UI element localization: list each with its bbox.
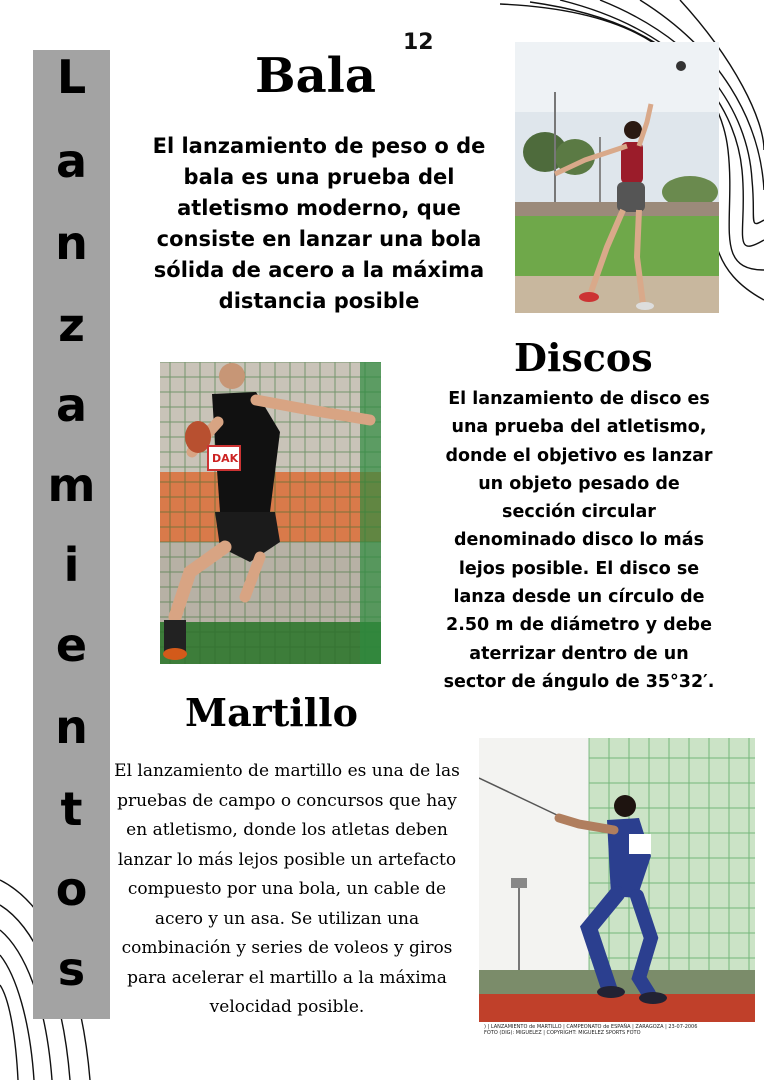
side-title-letter: n [55,216,88,270]
martillo-paragraph: El lanzamiento de martillo es una de las pruebas de campo o concursos que hay en atletismo, donde los atletas deben lanzar lo más lejos posible un artefacto compuesto por una bola, un cable de acero y un asa. Se utilizan una combinación y series de voleos y giros para acelerar el martillo a la máxima velocidad posible. [114,761,460,1017]
discus-bib: DAK [212,452,239,465]
side-title-letter: a [55,378,88,432]
hammer-throw-photo [479,738,755,1022]
side-title-letter: o [55,862,88,916]
side-title-letter: e [55,618,88,672]
discos-paragraph: El lanzamiento de disco es una prueba del atletismo, donde el objetivo es lanzar un objeto pesado de sección circular denominado disco lo más lejos posible. El disco se lanza desde un círculo de 2.50 m de diámetro y debe aterrizar dentro de un sector de ángulo de 35°32′. [443,389,715,692]
caption-line: FOTO (DIG): MIGUELEZ | COPYRIGHT: MIGUELEZ SPORTS FOTO [484,1030,641,1036]
side-title-letter: L [56,50,87,104]
caption-line: ) | LANZAMIENTO de MARTILLO | CAMPEONATO de ESPAÑA | ZARAGOZA | 23-07-2006 [484,1024,698,1030]
shot-put-photo [515,42,719,313]
side-title-letter: s [57,942,86,996]
hammer-photo-caption [484,1024,754,1036]
discus-photo [160,362,381,664]
discos-heading: Discos [514,335,653,380]
side-title-letter: m [47,458,96,512]
side-title-letter: i [63,538,80,592]
side-title-letter: n [55,700,88,754]
bala-heading: Bala [255,48,377,104]
side-title-letter: z [58,298,85,352]
side-title-letter: t [60,782,83,836]
bala-paragraph: El lanzamiento de peso o de bala es una prueba del atletismo moderno, que consiste en lanzar una bola sólida de acero a la máxima distancia posible [152,134,486,313]
martillo-heading: Martillo [185,690,358,735]
side-title-letter: a [55,134,88,188]
page-number: 12 [403,30,434,55]
